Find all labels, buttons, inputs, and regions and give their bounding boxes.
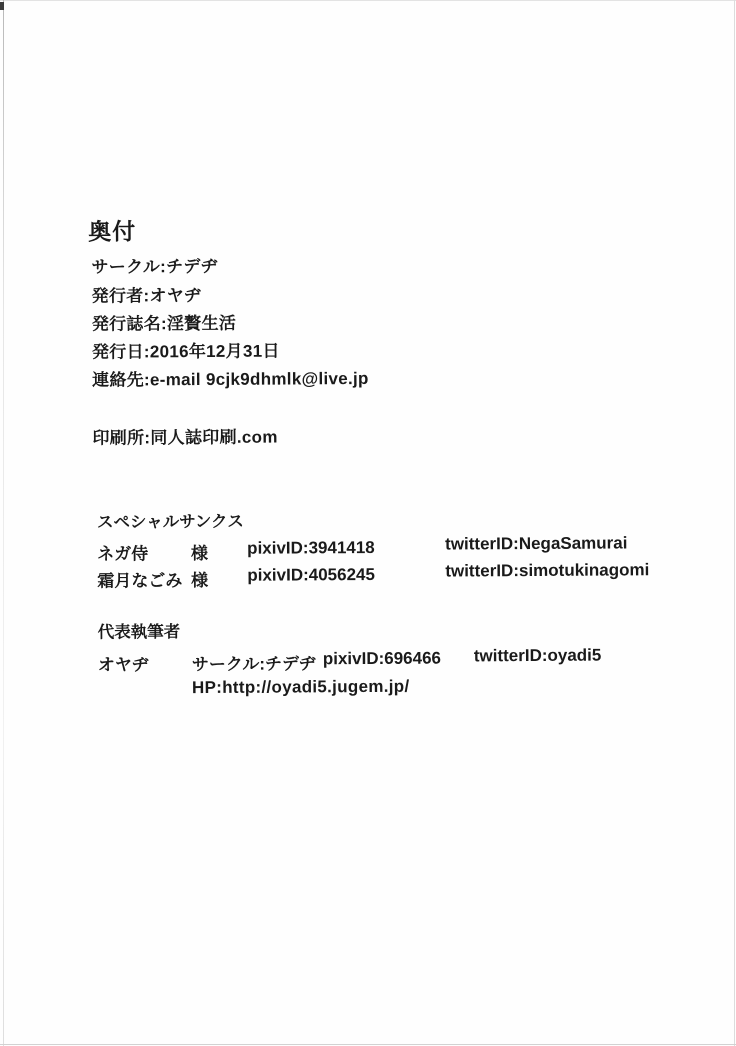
- scan-edge-top: [0, 0, 736, 1]
- publication-date-line: 発行日:2016年12月31日: [91, 341, 280, 362]
- thanks-honorific: 様: [191, 570, 209, 591]
- special-thanks-heading: スペシャルサンクス: [96, 512, 244, 532]
- author-circle-line: サークル:チデヂ: [191, 654, 317, 675]
- thanks-honorific: 様: [190, 543, 208, 564]
- thanks-pixiv-id: pixivID:4056245: [247, 564, 375, 585]
- thanks-twitter-id: twitterID:simotukinagomi: [445, 560, 650, 581]
- thanks-name: 霜月なごみ: [97, 571, 183, 591]
- thanks-name: ネガ侍: [97, 544, 149, 564]
- author-twitter-id: twitterID:oyadi5: [473, 645, 602, 666]
- scan-edge-right: [734, 0, 735, 1046]
- author-pixiv-id: pixivID:696466: [322, 648, 442, 669]
- thanks-twitter-id: twitterID:NegaSamurai: [445, 533, 628, 554]
- author-row: [98, 647, 718, 675]
- contact-email-line: 連絡先:e-mail 9cjk9dhmlk@live.jp: [92, 368, 369, 390]
- page-title: 奥付: [88, 218, 137, 245]
- chief-author-heading: 代表執筆者: [97, 623, 181, 642]
- scan-edge-bottom: [0, 1044, 736, 1045]
- printer-line: 印刷所:同人誌印刷.com: [92, 427, 278, 448]
- publication-title-line: 発行誌名:淫贅生活: [91, 313, 237, 334]
- thanks-pixiv-id: pixivID:3941418: [247, 537, 375, 558]
- scan-artifact-speck: [0, 2, 4, 10]
- scan-edge-left: [3, 0, 4, 1046]
- circle-line: サークル:チデヂ: [91, 256, 219, 277]
- thanks-row: [97, 533, 697, 564]
- thanks-row: [97, 560, 697, 591]
- publisher-line: 発行者:オヤヂ: [91, 286, 202, 306]
- author-homepage-line: HP:http://oyadi5.jugem.jp/: [191, 676, 410, 698]
- author-name: オヤヂ: [97, 655, 149, 675]
